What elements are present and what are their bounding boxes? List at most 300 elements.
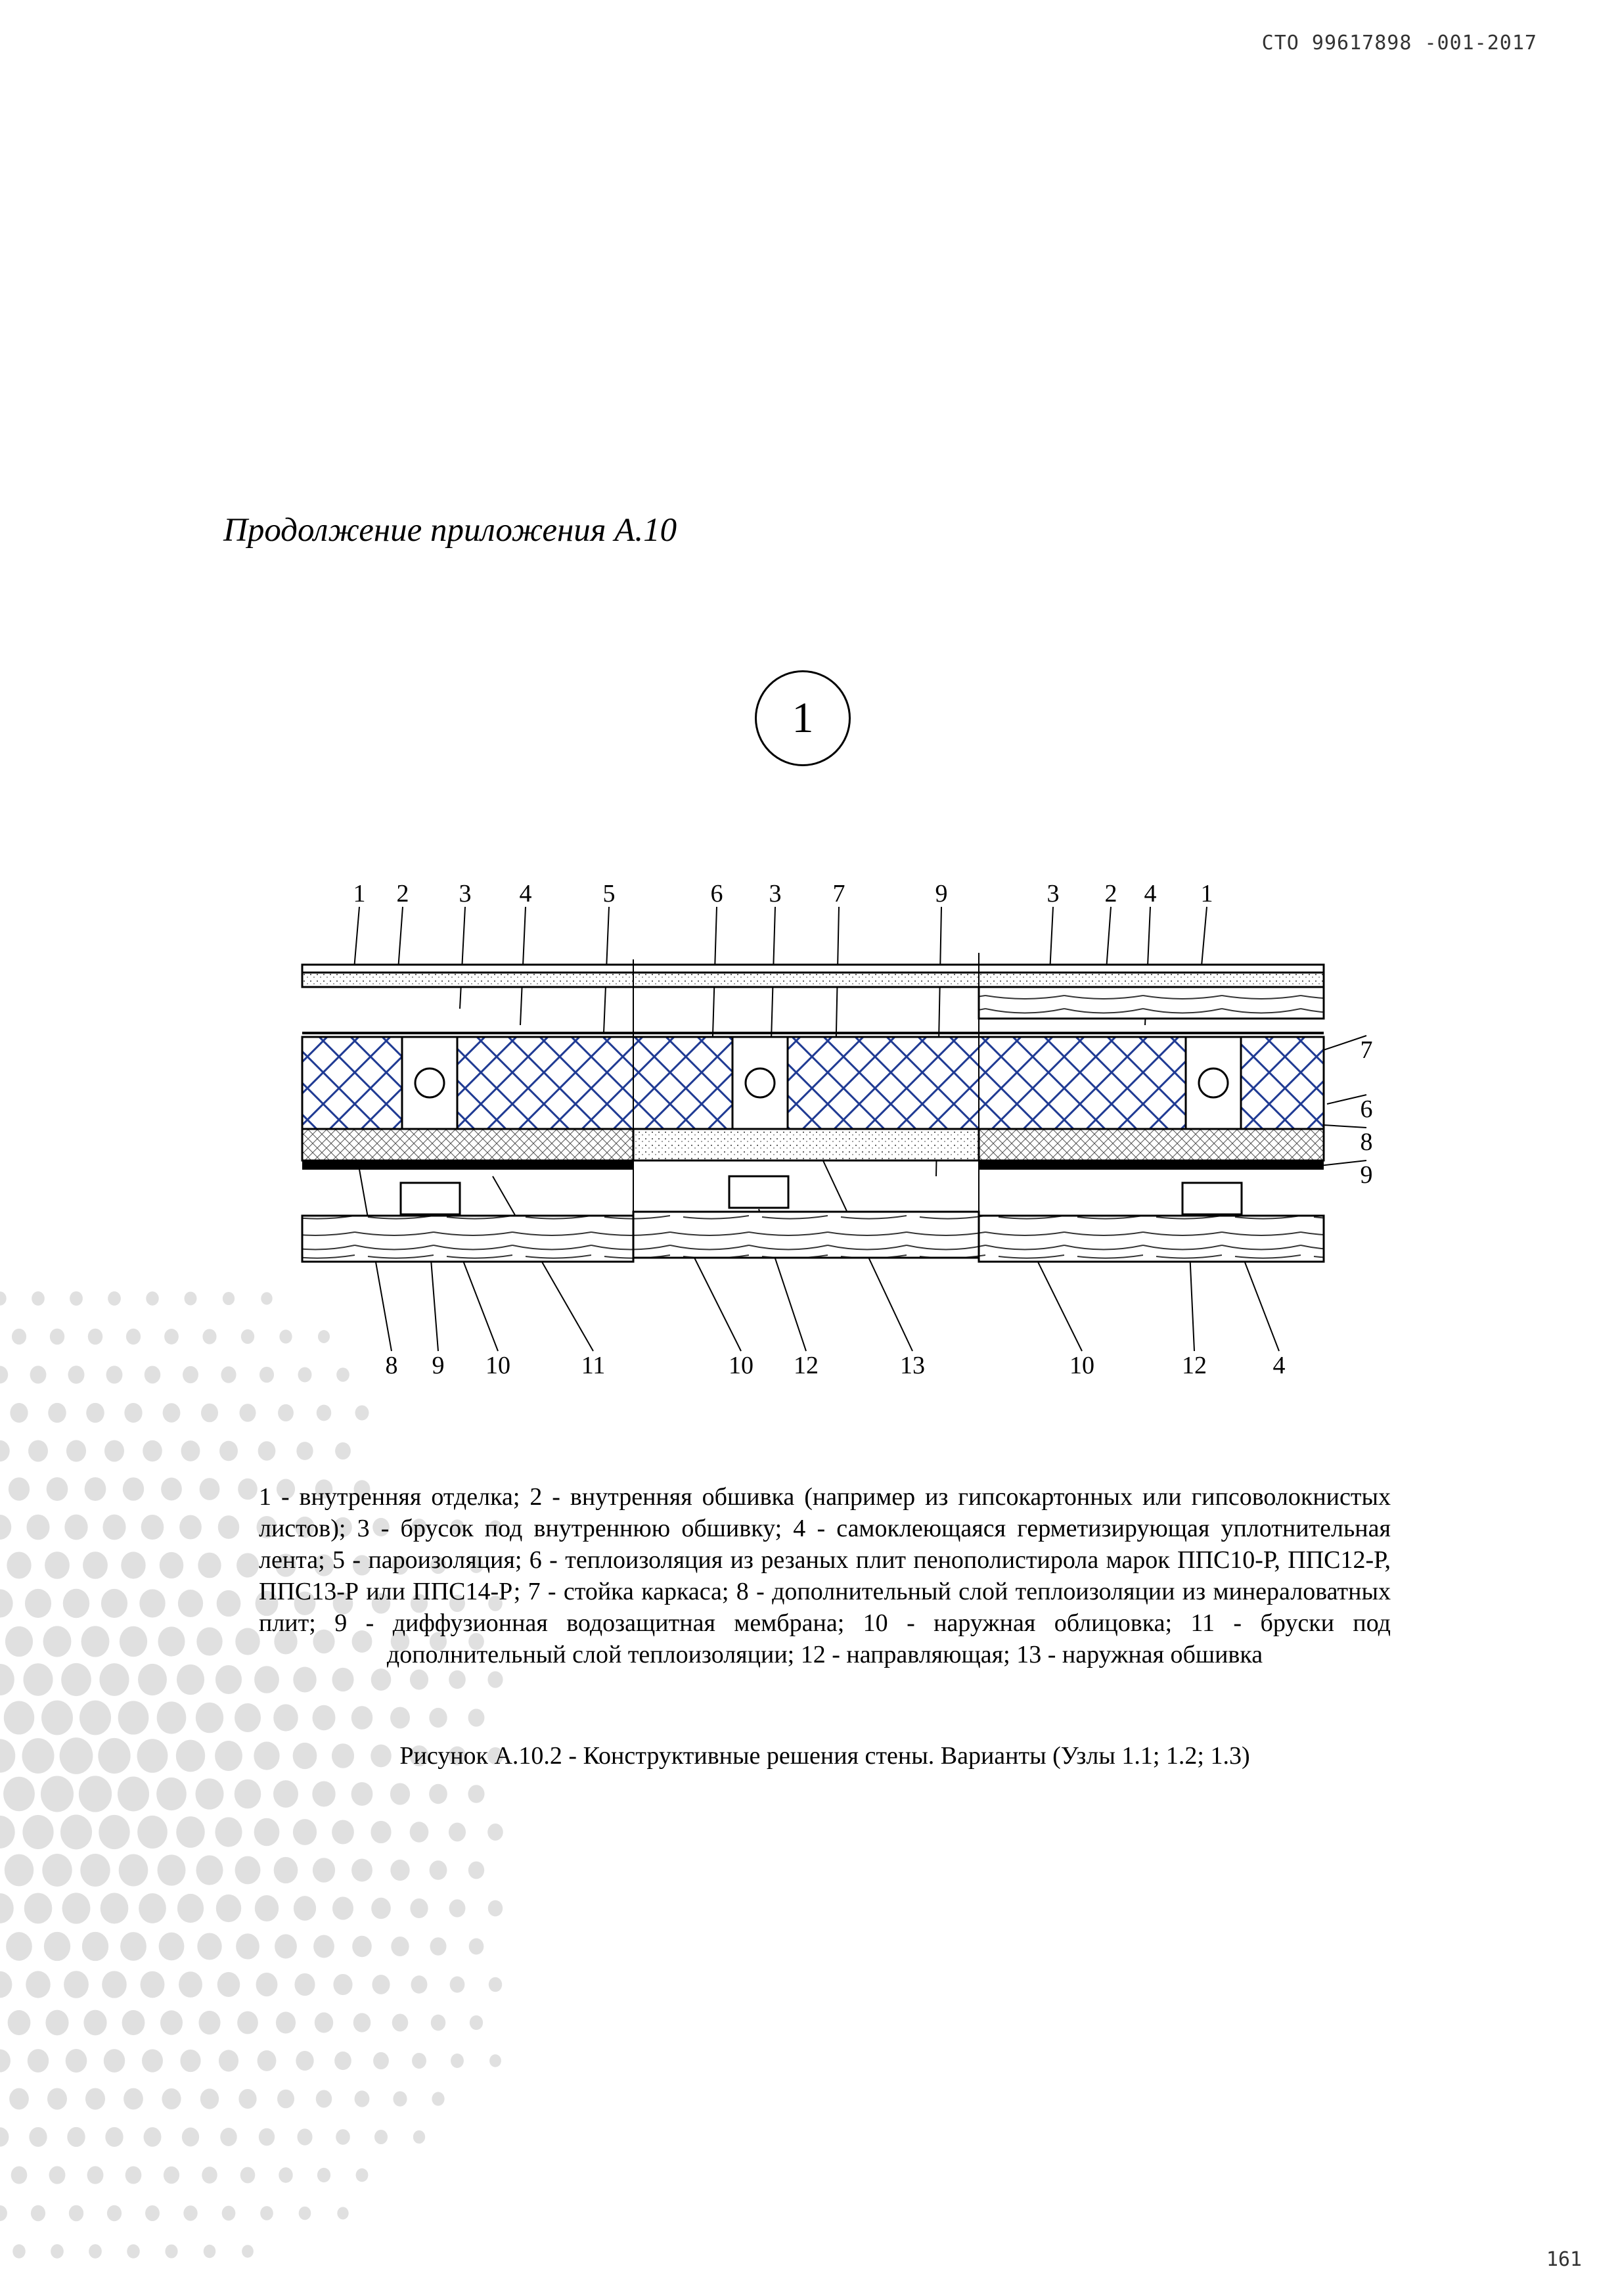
- background-dot: [293, 1819, 317, 1845]
- background-dot: [63, 1589, 89, 1618]
- background-dot: [196, 1855, 223, 1885]
- callout-label: 9: [432, 1352, 445, 1379]
- background-dot: [235, 1628, 259, 1655]
- background-dot: [316, 2090, 332, 2108]
- background-dot: [317, 1405, 331, 1421]
- diffusion-membrane: [302, 1160, 633, 1170]
- background-dot: [49, 2166, 66, 2184]
- background-dot: [429, 1708, 447, 1728]
- background-dot: [355, 1405, 369, 1420]
- background-dot: [374, 2130, 388, 2144]
- background-dot: [120, 1932, 146, 1961]
- background-dot: [236, 1933, 259, 1959]
- background-dot: [44, 1932, 70, 1961]
- background-dot: [179, 1971, 202, 1997]
- background-dot: [86, 1403, 104, 1423]
- background-dot: [106, 1366, 123, 1383]
- background-dot: [185, 1292, 197, 1306]
- background-dot: [200, 2088, 219, 2109]
- background-dot: [64, 1515, 87, 1540]
- background-dot: [29, 2127, 47, 2147]
- background-dot: [223, 1292, 235, 1305]
- background-dot: [176, 1816, 204, 1848]
- background-dot: [202, 2167, 217, 2184]
- background-dot: [124, 1403, 142, 1423]
- background-dot: [160, 1552, 184, 1578]
- background-dot: [413, 2130, 425, 2144]
- background-dot: [0, 1664, 14, 1695]
- node-number-circle: [755, 670, 851, 766]
- background-dot: [83, 1551, 108, 1579]
- background-dot: [198, 1553, 221, 1578]
- background-dot: [99, 1815, 129, 1849]
- background-dot: [273, 1704, 298, 1731]
- background-dot: [47, 2088, 67, 2110]
- background-dot: [390, 1707, 410, 1729]
- callout-leader: [354, 907, 359, 969]
- background-dot: [259, 2128, 275, 2146]
- background-dot: [235, 1703, 261, 1732]
- background-dot: [124, 2088, 143, 2110]
- background-dot: [99, 1663, 129, 1696]
- background-dot: [432, 2092, 444, 2105]
- background-dot: [235, 1779, 261, 1809]
- background-dot: [332, 1896, 353, 1919]
- background-dot: [313, 1935, 334, 1958]
- frame-stud: [732, 1037, 788, 1129]
- callout-label: 3: [769, 880, 782, 907]
- background-dot: [218, 1515, 239, 1539]
- callout-label: 8: [1360, 1128, 1373, 1156]
- background-dot: [260, 2206, 273, 2220]
- background-dot: [351, 1782, 373, 1806]
- background-dot: [296, 1442, 313, 1460]
- background-dot: [85, 2088, 105, 2109]
- background-dot: [429, 1784, 447, 1804]
- background-dot: [315, 2012, 333, 2032]
- background-dot: [201, 1404, 218, 1423]
- callout-label: 8: [385, 1352, 398, 1379]
- background-dot: [31, 2205, 45, 2221]
- background-dot: [275, 1934, 297, 1958]
- background-dot: [156, 1778, 187, 1810]
- callout-label: 13: [900, 1352, 925, 1379]
- background-dot: [141, 1515, 164, 1540]
- background-dot: [139, 1893, 166, 1923]
- background-dot: [120, 1626, 147, 1657]
- background-dot: [142, 2049, 163, 2072]
- outer-batten: [729, 1176, 788, 1208]
- background-dot: [217, 1972, 240, 1997]
- background-dot: [6, 1932, 32, 1961]
- callout-label: 10: [729, 1352, 754, 1379]
- background-dot: [51, 2244, 64, 2259]
- background-dot: [278, 1404, 294, 1421]
- background-dot: [276, 2011, 296, 2033]
- background-dot: [390, 1860, 409, 1881]
- callout-label: 1: [353, 880, 366, 907]
- background-dot: [487, 1671, 503, 1688]
- background-dot: [468, 1709, 485, 1726]
- inner-sheathing-layer: [302, 973, 1324, 987]
- callout-label: 6: [710, 880, 723, 907]
- background-dot: [449, 1670, 466, 1689]
- callout-label: 9: [1360, 1161, 1373, 1189]
- background-dot: [334, 2052, 351, 2070]
- background-dot: [61, 1663, 91, 1696]
- legend-text: 1 - внутренняя отделка; 2 - внутренняя обшивка (например из гипсокартонных или гипсоволокнистых листов); 3 - брусок под внутреннюю обшивку; 4 - самоклеющаяся герметизирующая уплотнительная лента; 5 - пароизоляция; 6 - теплоизоляция из резаных плит пенополистирола марок ППС10-Р, ППС12-Р, ППС13-Р или ППС14-Р; 7 - стойка каркаса; 8 - дополнительный слой теплоизоляции из минераловатных плит; 9 - диффузионная водозащитная мембрана; 10 - наружная облицовка; 11 - бруски под дополнительный слой теплоизоляции; 12 - направляющая; 13 - наружная обшивка: [259, 1483, 1391, 1668]
- background-dot: [176, 1740, 205, 1772]
- callout-leader: [1202, 907, 1207, 966]
- background-dot: [294, 1896, 316, 1921]
- background-dot: [0, 2205, 7, 2221]
- background-dot: [119, 1854, 148, 1887]
- background-dot: [85, 1477, 106, 1501]
- diffusion-membrane: [979, 1160, 1324, 1170]
- background-dot: [277, 2090, 294, 2109]
- outer-cladding: [633, 1212, 979, 1258]
- background-dot: [390, 1783, 410, 1804]
- background-dot: [222, 2206, 236, 2221]
- mineral-wool-layer: [979, 1129, 1324, 1160]
- background-dot: [450, 1977, 465, 1993]
- background-dot: [123, 1477, 144, 1501]
- background-dot: [101, 1893, 129, 1924]
- background-dot: [67, 2127, 85, 2147]
- background-dot: [118, 1777, 149, 1812]
- background-dot: [160, 2010, 183, 2034]
- background-dot: [332, 1668, 353, 1691]
- background-dot: [80, 1854, 110, 1887]
- background-dot: [258, 2050, 277, 2071]
- callout-label: 3: [459, 880, 472, 907]
- background-dot: [164, 2167, 179, 2184]
- background-dot: [82, 1932, 108, 1961]
- callout-label: 3: [1046, 880, 1060, 907]
- background-dot: [371, 1821, 391, 1843]
- background-dot: [430, 1937, 446, 1956]
- background-dot: [0, 1589, 13, 1617]
- document-code: СТО 99617898 -001-2017: [1261, 32, 1537, 55]
- background-dot: [219, 1441, 238, 1461]
- background-dot: [41, 1701, 73, 1735]
- background-dot: [215, 1817, 242, 1847]
- background-dot: [104, 1440, 124, 1461]
- callout-label: 1: [1200, 880, 1213, 907]
- background-dot: [196, 1703, 223, 1733]
- background-dot: [8, 2010, 31, 2035]
- callout-leader: [460, 907, 465, 1009]
- background-dot: [410, 1898, 428, 1918]
- background-dot: [0, 1515, 11, 1540]
- appendix-continuation-title: Продолжение приложения А.10: [223, 512, 677, 549]
- background-dot: [161, 1478, 182, 1501]
- background-dot: [351, 1859, 372, 1882]
- background-dot: [195, 1778, 223, 1809]
- background-dot: [470, 2015, 483, 2030]
- background-dot: [25, 1589, 51, 1618]
- background-dot: [45, 1551, 70, 1579]
- background-dot: [42, 1854, 72, 1887]
- background-dot: [12, 2244, 25, 2258]
- page-number: 161: [1546, 2248, 1582, 2271]
- figure-caption: Рисунок А.10.2 - Конструктивные решения стены. Варианты (Узлы 1.1; 1.2; 1.3): [399, 1742, 1250, 1770]
- background-dot: [12, 1329, 26, 1344]
- background-dot: [143, 1440, 162, 1462]
- background-dot: [22, 1738, 55, 1774]
- background-dot: [182, 2128, 199, 2147]
- background-dot: [137, 1739, 168, 1773]
- background-dot: [0, 1366, 8, 1384]
- background-dot: [122, 2010, 145, 2035]
- callout-leader: [493, 1176, 593, 1351]
- background-dot: [5, 1626, 33, 1657]
- background-dot: [241, 1329, 254, 1344]
- background-dot: [62, 1893, 91, 1923]
- outer-batten: [1182, 1183, 1242, 1214]
- background-dot: [200, 1478, 220, 1500]
- background-dot: [468, 1862, 484, 1879]
- background-dot: [0, 2049, 11, 2072]
- callout-label: 4: [519, 880, 532, 907]
- background-dot: [60, 1815, 92, 1850]
- background-dot: [352, 1936, 372, 1958]
- callout-label: 5: [602, 880, 616, 907]
- background-dot: [163, 1403, 181, 1422]
- background-dot: [240, 2167, 256, 2184]
- background-dot: [332, 1820, 354, 1844]
- background-dot: [9, 1477, 30, 1501]
- background-dot: [235, 1856, 261, 1885]
- background-dot: [26, 1971, 51, 1998]
- background-dot: [355, 2090, 370, 2107]
- background-dot: [89, 2244, 102, 2259]
- background-dot: [372, 1975, 390, 1994]
- background-dot: [237, 2011, 258, 2034]
- background-dot: [238, 2089, 256, 2109]
- background-dot: [297, 2128, 312, 2145]
- background-dot: [487, 1824, 503, 1841]
- background-dot: [202, 1329, 216, 1344]
- background-dot: [219, 2050, 238, 2071]
- background-dot: [162, 2088, 181, 2109]
- background-dot: [317, 2168, 330, 2182]
- background-dot: [0, 1291, 7, 1305]
- background-dot: [0, 1440, 10, 1461]
- callout-label: 2: [1104, 880, 1117, 907]
- background-dot: [66, 2049, 87, 2073]
- background-dot: [107, 2205, 122, 2221]
- background-dot: [254, 1818, 280, 1847]
- background-dot: [139, 1589, 165, 1617]
- background-dot: [70, 1291, 83, 1306]
- background-dot: [7, 1551, 31, 1578]
- background-dot: [197, 1933, 221, 1960]
- background-dot: [66, 1440, 86, 1461]
- background-dot: [144, 2127, 162, 2147]
- background-dot: [41, 1776, 74, 1812]
- background-dot: [28, 1440, 48, 1462]
- background-dot: [164, 1329, 179, 1344]
- background-dot: [449, 1823, 466, 1842]
- background-dot: [177, 1894, 204, 1923]
- wall-layers: [302, 953, 1324, 1262]
- background-dot: [32, 1291, 45, 1306]
- background-dot: [468, 1785, 484, 1803]
- background-dot: [179, 1515, 202, 1539]
- background-dot: [47, 1477, 68, 1501]
- background-dot: [279, 2167, 292, 2183]
- background-dot: [204, 2245, 216, 2258]
- background-dot: [68, 1366, 85, 1383]
- background-dot: [216, 1894, 241, 1922]
- background-dot: [137, 1816, 168, 1848]
- background-dot: [10, 1403, 28, 1423]
- background-dot: [220, 2128, 236, 2146]
- background-dot: [312, 1781, 335, 1807]
- background-dot: [104, 2049, 125, 2073]
- background-dot: [102, 1515, 125, 1540]
- background-dot: [410, 1822, 429, 1843]
- background-dot: [293, 1667, 316, 1693]
- background-dot: [50, 1329, 64, 1345]
- background-dot: [337, 2207, 348, 2219]
- background-dot: [336, 2129, 350, 2145]
- outer-cladding: [979, 1216, 1324, 1262]
- background-dot: [449, 1899, 466, 1917]
- background-dot: [145, 1366, 161, 1384]
- background-dot: [351, 1706, 372, 1730]
- callout-label: 9: [935, 880, 948, 907]
- background-dot: [215, 1741, 242, 1771]
- background-dot: [183, 2205, 197, 2221]
- outer-cladding: [302, 1216, 633, 1262]
- background-dot: [0, 1893, 14, 1923]
- background-dot: [28, 2049, 49, 2073]
- inner-finish-layer: [302, 965, 1324, 973]
- callout-label: 7: [832, 880, 845, 907]
- background-dot: [273, 1780, 298, 1808]
- background-dot: [105, 2127, 123, 2147]
- background-dot: [371, 1898, 391, 1919]
- background-dot: [60, 1737, 93, 1774]
- background-dot: [11, 2166, 28, 2184]
- background-dot: [0, 1739, 15, 1772]
- background-dot: [412, 2053, 426, 2069]
- callout-label: 10: [1069, 1352, 1094, 1379]
- background-dot: [43, 1626, 72, 1657]
- background-dot: [48, 1403, 66, 1423]
- background-dot: [221, 1366, 236, 1383]
- background-dot: [371, 1668, 392, 1691]
- background-dot: [5, 1854, 34, 1887]
- background-dot: [258, 1441, 276, 1460]
- background-dot: [64, 1971, 89, 1998]
- background-dot: [4, 1701, 34, 1734]
- background-dot: [83, 2010, 106, 2036]
- background-dot: [180, 2050, 200, 2072]
- inner-batten-board-right: [979, 987, 1324, 1019]
- background-dot: [294, 1973, 315, 1996]
- background-dot: [335, 1442, 351, 1459]
- background-dot: [488, 1900, 503, 1917]
- background-dot: [469, 1939, 484, 1955]
- background-dot: [489, 2054, 501, 2067]
- background-dot: [489, 1977, 502, 1992]
- background-dot: [299, 2207, 311, 2220]
- background-dot: [79, 1701, 111, 1735]
- background-dot: [178, 1590, 203, 1617]
- outer-batten: [401, 1183, 460, 1214]
- background-dot: [410, 1670, 428, 1690]
- background-dot: [125, 2166, 142, 2184]
- frame-stud: [1186, 1037, 1241, 1129]
- background-dot: [431, 2015, 445, 2031]
- mineral-wool-layer: [302, 1129, 633, 1160]
- background-dot: [239, 1404, 256, 1422]
- background-dot: [22, 1815, 53, 1849]
- background-dot: [198, 2011, 220, 2034]
- background-dot: [259, 1367, 274, 1383]
- background-dot: [181, 1440, 200, 1461]
- callout-label: 12: [794, 1352, 819, 1379]
- wall-section-diagram: [276, 867, 1406, 1393]
- background-dot: [23, 1663, 53, 1696]
- background-dot: [392, 2014, 409, 2032]
- background-dot: [313, 1858, 335, 1883]
- background-dot: [236, 1553, 259, 1577]
- background-dot: [79, 1776, 112, 1812]
- callout-label: 7: [1360, 1036, 1373, 1064]
- callout-label: 2: [396, 880, 409, 907]
- background-dot: [87, 2166, 104, 2184]
- callout-label: 4: [1144, 880, 1157, 907]
- background-dot: [81, 1626, 110, 1657]
- background-dot: [196, 1627, 222, 1655]
- background-dot: [430, 1860, 447, 1880]
- background-dot: [242, 2245, 254, 2258]
- background-dot: [391, 1937, 409, 1956]
- background-dot: [393, 2091, 407, 2106]
- background-dot: [159, 1933, 185, 1961]
- background-dot: [215, 1665, 242, 1694]
- background-dot: [127, 2244, 140, 2258]
- background-dot: [98, 1738, 130, 1774]
- background-dot: [158, 1626, 185, 1656]
- background-dot: [313, 1705, 336, 1730]
- background-dot: [255, 1895, 279, 1921]
- background-dot: [121, 1551, 145, 1578]
- outer-sheathing-layer: [633, 1129, 979, 1160]
- background-dot: [88, 1329, 102, 1345]
- background-dot: [3, 1777, 35, 1812]
- background-dot: [26, 1515, 49, 1540]
- background-dot: [146, 1291, 158, 1305]
- background-dot: [256, 1973, 278, 1996]
- background-dot: [158, 1854, 186, 1885]
- background-dot: [108, 1291, 121, 1306]
- background-dot: [451, 2054, 464, 2068]
- background-dot: [101, 1589, 127, 1618]
- background-dot: [141, 1971, 165, 1998]
- background-dot: [353, 2013, 371, 2032]
- callout-label: 10: [485, 1352, 510, 1379]
- callout-label: 4: [1272, 1352, 1286, 1379]
- callout-label: 6: [1360, 1095, 1373, 1123]
- background-dot: [45, 2010, 68, 2036]
- callout-label: 11: [581, 1352, 606, 1379]
- callout-label: 12: [1182, 1352, 1207, 1379]
